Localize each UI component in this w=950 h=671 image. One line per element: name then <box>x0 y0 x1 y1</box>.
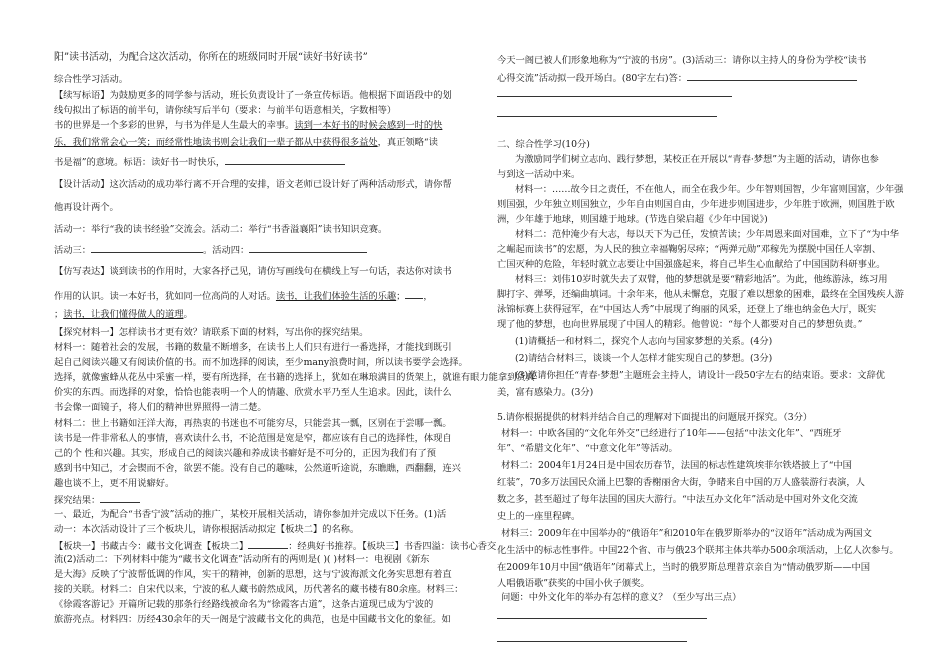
section-title: 二、综合性学习(10分) <box>497 139 590 150</box>
underlined-sentence: 乐，我们常常会心一笑 <box>54 137 147 148</box>
section-design: 【设计活动】这次活动的成功举行离不开合理的安排，语文老师已设计好了两种活动形式，请你帮 <box>54 179 452 190</box>
text-line: 亡国灭种的危险，年轻时就立志要让中国强盛起来，将自己毕生心血献给了中国国防科研事业。 <box>497 259 886 270</box>
text-line: 选择，就像蜜蜂从花丛中采蜜一样，要有所选择，在书籍的选择上，犹如在琳琅满目的货架上，就谁有眼力能拿到货真 <box>54 372 535 383</box>
material-three: 材料三：2009年在中国举办的“俄语年”和2010年在俄罗斯举办的“汉语年”活动成为两国文 <box>501 528 872 539</box>
text-line: 一、最近，为配合“书香宁波”活动的推广，某校开展相关活动，请你参加并完成以下任务。(1)活 <box>54 509 447 520</box>
section-explore: 【探究材料一】怎样读书才更有效？请联系下面的材料，写出你的探究结果。 <box>54 327 369 338</box>
text-span: 。活动四： <box>203 245 250 256</box>
material-one: 材料一：……故今日之责任，不在他人，而全在我少年。少年智则国智，少年富则国富，少年强 <box>515 184 904 195</box>
text-line: 书会像一面镜子，将人们的精神世界照得一清二楚。 <box>54 402 267 413</box>
answer-blank[interactable] <box>100 493 140 503</box>
text-line <box>54 539 496 553</box>
text-span: 【板块一】书藏古今：藏书文化调查【板块二】 <box>54 541 249 552</box>
answer-line[interactable] <box>497 96 732 97</box>
section-slogan: 【续写标语】为鼓励更多的同学参与活动，班长负责设计了一条宣传标语。他根据下面语段中的划 <box>54 90 452 101</box>
text-line: 脚打字、弹琴，还编曲填词。十余年来，他从未懈怠，克服了难以想象的困难，最终在全国残疾人游 <box>497 289 904 300</box>
text-line: 接的关联。材料二：自宋代以来，宁波的私人藏书蔚然成风，历代著名的藏书楼有80余座。材料三： <box>54 584 464 595</box>
question-5-title: 5.请你根据提供的材料并结合自己的理解对下面提出的问题展开探究。（3分） <box>497 412 813 423</box>
text-line: 旅游亮点。材料四：历经430余年的天一阁是宁波藏书文化的典范，也是中国藏书文化的象征。如 <box>54 614 451 625</box>
text-span: ，真正领略“读 <box>377 137 438 148</box>
result-line <box>54 493 140 507</box>
text-line: 史上的一座里程碑。 <box>497 511 581 522</box>
text-line: 价实的东西。而选择的对象，恰恰也能表明一个人的情趣、欣赏水平乃至人生追求。因此，读什么 <box>54 387 452 398</box>
text-line: 数之多，甚至超过了每年法国的国庆大游行。“中法互办文化年”活动是中国对外文化交流 <box>497 494 858 505</box>
text-span: ； <box>396 291 406 302</box>
text-line: 起自己阅读兴趣又有阅读价值的书。而不加选择的阅读，至少many浪费时间，所以读书要学会选择。 <box>54 357 468 368</box>
text-line: 在2009年10月中国“俄语年”闭幕式上，当时的俄罗斯总理普京亲自为“情动俄罗斯——中国 <box>497 562 870 573</box>
text-line: 是大海》反映了宁波帮低调的作风，实干的精神，创新的思想，这与宁波海派文化务实思想有着直 <box>54 569 452 580</box>
underlined-sentence: 读到一本好书的时候会感到一时的快 <box>294 120 443 131</box>
text-line: 今天一阁已被人们形象地称为“宁波的书房”。(3)活动三：请你以主持人的身份为学校“读书 <box>497 55 867 66</box>
text-span: 书的世界是一个多彩的世界，与书为伴是人生最大的幸事。 <box>54 120 295 131</box>
text-span: 探究结果： <box>54 495 101 506</box>
underlined-sentence: 读书，让我们懂得做人的道理 <box>63 309 184 320</box>
text-line: 美，富有感染力。(3分) <box>497 387 594 398</box>
text-line: 综合性学习活动。 <box>54 74 128 85</box>
question-1: (1)请概括一和材料二，探究个人志向与国家梦想的关系。(4分) <box>515 336 773 347</box>
text-span: ； <box>54 309 64 320</box>
material-one: 材料一：中欧各国的“文化年外交”已经进行了10年——包括“中法文化年”、“西班牙 <box>501 428 842 439</box>
text-line <box>54 289 433 303</box>
text-line: 之崛起而读书”的宏愿，为人民的独立幸福鞠躬尽瘁；“两弹元勋”邓稼先为摆脱中国任人宰割、 <box>497 244 881 255</box>
continued-heading: 阳”读书活动，为配合这次活动，你所在的班级同时开展“读好书好读书” <box>54 52 368 63</box>
text-line: 现了他的梦想，也向世界展现了中国人的精彩。他曾说：“每个人都要对自己的梦想负责。” <box>497 319 863 330</box>
answer-line[interactable] <box>497 116 717 117</box>
text-span: ， <box>423 291 433 302</box>
text-line: 己的个 性和兴趣。其实，形成自己的阅读兴趣和养成读书癖好是不可分的，正因为我们有了预 <box>54 448 437 459</box>
answer-blank[interactable] <box>687 71 857 81</box>
answer-line[interactable] <box>497 641 687 642</box>
text-line: 红装”，70多万法国民众涌上巴黎的香榭丽舍大街，争睹来自中国的万人盛装游行表演，人 <box>497 477 865 488</box>
text-line: 线句拟出了标语的前半句，请你续写后半句（要求：与前半句语意相关，字数相等） <box>54 105 397 116</box>
text-line: 趣也谈不上，更不用说癖好。 <box>54 478 175 489</box>
text-line <box>54 309 193 321</box>
slogan-line <box>54 155 345 169</box>
material-two: 材料二：2004年1月24日是中国农历春节，法国的标志性建筑埃菲尔铁塔披上了“中国 <box>501 460 852 471</box>
material-two: 材料二：范仲淹少有大志，每以天下为己任，发愤苦读；少年周恩来面对国难，立下了“为中华 <box>515 229 899 240</box>
text-span: 活动三： <box>54 245 91 256</box>
text-line: 泳锦标赛上获得冠军，在“中国达人秀”中展现了绚丽的风采，还登上了维也纳金色大厅，既实 <box>497 304 877 315</box>
answer-blank[interactable] <box>225 155 345 165</box>
text-line <box>54 137 438 149</box>
text-span: ：经典好书推荐。【板块三】书香四溢：读书心香交 <box>288 541 497 552</box>
text-span: 心得交流”活动拟一段开场白。(80字左右)答： <box>497 73 688 84</box>
answer-line[interactable] <box>497 618 707 619</box>
text-line: 动一：本次活动设计了三个板块儿，请你根据活动拟定【板块二】的名称。 <box>54 524 360 535</box>
text-line: 材料二：世上书籍如汪洋大海，再热衷的书迷也不可能穷尽，只能尝其一瓢，区别在于尝哪一瓢。 <box>54 418 452 429</box>
text-line: 读书是一件非常私人的事情，喜欢读什么书，不论范围是宽是窄，都应该有自己的选择性，体现自 <box>54 433 452 444</box>
question-text: 问题：中外文化年的举办有怎样的意义？（至少写出三点） <box>501 592 742 603</box>
text-line: 人唱俄语歌”获奖的中国小伙子颁奖。 <box>497 578 650 589</box>
answer-blank[interactable] <box>405 289 423 299</box>
text-line: 为激励同学们树立志向、践行梦想，某校正在开展以“青春·梦想”为主题的活动，请你也参 <box>515 154 879 165</box>
text-line: 《徐霞客游记》开篇所记载的那条行经路线被命名为“徐霞客古道”，这条古道现已成为宁波的 <box>54 599 434 610</box>
answer-blank[interactable] <box>91 243 203 253</box>
answer-blank[interactable] <box>249 243 367 253</box>
text-line: 流(2)活动二：下列材料中能为“藏书文化调查”活动所有的两则是( )( )材料一：电视剧《新东 <box>54 554 430 565</box>
text-line: 化生活中的标志性事件。中国22个省、市与俄23个联邦主体共举办500余项活动，上亿人次参与。 <box>497 545 899 556</box>
material-three: 材料三：刘伟10岁时就失去了双臂，他的梦想就是要“精彩地活”。为此，他练游泳，练习用 <box>515 274 888 285</box>
text-line: 则国强，少年独立则国独立，少年自由则国自由，少年进步则国进步，少年胜于欧洲，则国胜于欧 <box>497 199 895 210</box>
answer-prompt <box>497 71 857 85</box>
text-line: 与到这一活动中来。 <box>497 169 581 180</box>
question-3: (3)邀请你担任“青春·梦想”主题班会主持人，请设计一段50字左右的结束语。要求：文辞优 <box>515 370 885 381</box>
activity-blanks <box>54 243 367 257</box>
text-line: 材料一：随着社会的发展，书籍的数量不断增多，在读书上人们只有进行一番选择，才能找到既引 <box>54 342 452 353</box>
answer-blank[interactable] <box>248 539 288 549</box>
text-line: 活动一：举行“我的读书经验”交流会。活动二：举行“书香溢襄阳”读书知识竞赛。 <box>54 224 388 235</box>
text-line: 洲，少年雄于地球，则国雄于地球。(节选自梁启超《少年中国说》) <box>497 214 768 225</box>
text-span: ；而经常性地读书则会让我们一辈子都从中获得很多益处 <box>146 137 378 148</box>
text-line: 年”、“希腊文化年”、“中意文化年”等活动。 <box>497 443 678 454</box>
text-span: 书是福”的意境。标语：读好书一时快乐， <box>54 157 226 168</box>
text-line: 他再设计两个。 <box>54 202 119 213</box>
text-line: 感到书中知己，才会锲而不舍，欲罢不能。没有自己的趣味，公然道听途说，东瞧瞧，西翻翻，连兴 <box>54 463 461 474</box>
text-span: 作用的认识。读一本好书，犹如同一位高尚的人对话。 <box>54 291 276 302</box>
underlined-sentence: 读书，让我们体验生活的乐趣 <box>275 291 397 302</box>
question-2: (2)请结合材料三，谈谈一个人怎样才能实现自己的梦想。(3分) <box>515 353 773 364</box>
section-imitate: 【仿写表达】谈到读书的作用时，大家各抒己见，请仿写画线句在横线上写一句话，表达你对读书 <box>54 266 452 277</box>
text-line <box>54 120 442 132</box>
text-span: 。 <box>183 309 193 320</box>
